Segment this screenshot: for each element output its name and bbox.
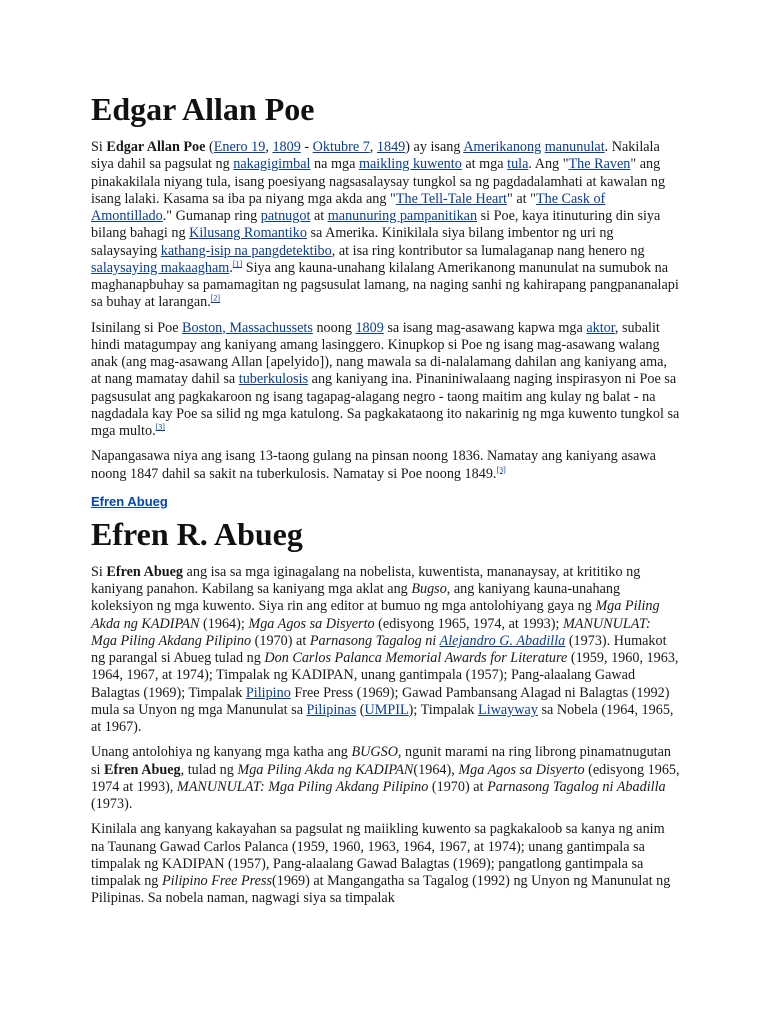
italic-title: MANUNULAT: Mga Piling Akdang Pilipino [176, 778, 429, 795]
poe-paragraph-1 [91, 139, 680, 312]
text: , [265, 139, 273, 155]
text: (1973). [91, 796, 133, 812]
link-pilipinas[interactable]: Pilipinas [306, 701, 357, 718]
footnote-ref-3[interactable] [156, 422, 165, 431]
heading-edgar-allan-poe: Edgar Allan Poe [91, 91, 315, 127]
link-kathang-isip-na-pangdetektibo[interactable]: kathang-isip na pangdetektibo [160, 242, 332, 259]
text: sa isang mag-asawang kapwa mga [383, 319, 587, 336]
heading-efren-r-abueg: Efren R. Abueg [91, 515, 303, 552]
text: . Ang " [528, 156, 569, 173]
footnote-link[interactable]: [1] [232, 259, 243, 269]
bold-name: Efren Abueg [106, 563, 183, 580]
link-1809[interactable]: 1809 [355, 319, 384, 336]
link-umpil[interactable]: UMPIL [364, 701, 409, 718]
poe-paragraph-3 [91, 448, 680, 483]
text: (1970) at [428, 778, 488, 795]
text: , ang kaniyang kauna-unahang koleksiyon ng mga kuwento. Siya rin ang editor at bumuo ng mga antolohiyang gaya ng [91, 581, 621, 615]
italic-title: Parnasong Tagalog ni [309, 632, 440, 649]
link-1809[interactable]: 1809 [272, 139, 301, 155]
footnote-link[interactable]: [2] [210, 293, 221, 303]
link-tuberkulosis[interactable]: tuberkulosis [238, 371, 309, 388]
text: (1969) at Mangangatha sa Tagalog (1992) ng Unyon ng Manunulat ng Pilipinas. Sa nobela naman, nagwagi siya sa timpalak [91, 873, 671, 907]
text: (1964), [413, 761, 459, 778]
text: na mga [310, 156, 359, 173]
italic-title: Pilipino Free Press [161, 873, 273, 889]
text: (edisyong 1965, 1974, at 1993); [374, 615, 563, 632]
text: at mga [461, 156, 508, 173]
link-enero-19[interactable]: Enero 19 [213, 139, 266, 155]
abueg-paragraph-2 [91, 744, 680, 813]
footnote-ref-1[interactable] [233, 259, 242, 268]
text: ); Timpalak [408, 701, 479, 718]
italic-title: Don Carlos Palanca Memorial Awards for Literature [264, 650, 568, 666]
poe-paragraph-2 [91, 320, 680, 441]
link-oktubre-7[interactable]: Oktubre 7 [312, 139, 370, 155]
link-1849[interactable]: 1849 [376, 139, 406, 155]
text: Kinilala ang kanyang kakayahan sa pagsulat ng maiikling kuwento sa pagkakaloob sa kanya ng anim na Taunang Gawad Carlos Palanca (1959, 1960, 1963, 1964, 1967, at 1974); unang gantimpala sa timpalak ng KADIPAN (1957), Pang-alaalang Gawad Balagtas (1969); pangatlong gantimpala sa timpalak ng [91, 821, 665, 889]
text: , subalit hindi matagumpay ang kaniyang amang lasinggero. Kinupkop si Poe ng isang mag-asawang walang anak (ang mag-asawang Allan [apelyido]), nang mawala sa di-nalalamang dahilan ang kaniyang ama, at nang mamatay dahil sa [91, 319, 667, 388]
link-salaysaying-makaagham[interactable]: salaysaying makaagham [91, 259, 230, 276]
text: sa Amerika. Kinikilala siya bilang imbentor ng uri ng salaysaying [91, 225, 614, 259]
text: at [310, 208, 328, 224]
text: (edisyong 1965, 1974 at 1993), [91, 761, 680, 795]
footnote-link[interactable]: [3] [155, 422, 165, 432]
italic-title: BUGSO, [351, 744, 402, 761]
footnote-link[interactable]: [3] [496, 464, 506, 474]
text: ang isa sa mga iginagalang na nobelista, kuwentista, mananaysay, at krititiko ng kaniyang panahon. Kabilang sa kaniyang mga aklat ang [91, 563, 641, 597]
link-amerikanong[interactable]: Amerikanong [463, 139, 542, 155]
text: Si [91, 139, 107, 155]
text: Siya ang kauna-unahang kilalang Amerikanong manunulat na sumubok na maghanapbuhay sa pamamagitan ng pagsusulat lamang, na naging sanhi ng kahirapang pangpananalapi sa buhay at larangan. [91, 259, 679, 311]
footnote-ref-3[interactable] [496, 465, 505, 474]
text: ) ay isang [405, 139, 464, 155]
text: Isinilang si Poe [91, 319, 183, 336]
text: Napangasawa niya ang isang 13-taong gulang na pinsan noong 1836. Namatay ang kaniyang asawa noong 1847 dahil sa sakit na tuberkulosis. Namatay si Poe noong 1849. [91, 448, 656, 482]
footnote-ref-2[interactable] [211, 294, 220, 303]
text: , at isa ring kontributor sa lumalaganap nang henero ng [331, 242, 645, 259]
link-alejandro-g-abadilla[interactable]: Alejandro G. Abadilla [439, 632, 566, 649]
text: ( [356, 701, 365, 718]
link-patnugot[interactable]: patnugot [260, 208, 311, 224]
text: (1964); [199, 615, 249, 632]
text: (1959, 1960, 1963, 1964, 1967, at 1974); Timpalak ng KADIPAN, unang gantimpala (1957); Pang-alaalang Gawad Balagtas (1969); Timpalak [91, 650, 679, 701]
bold-name: Edgar Allan Poe [106, 139, 206, 155]
link-the-raven[interactable]: The Raven [568, 156, 631, 173]
italic-title: Mga Agos sa Disyerto [458, 761, 585, 778]
link-kilusang-romantiko[interactable]: Kilusang Romantiko [189, 225, 307, 242]
text: " at " [507, 190, 536, 207]
text: . [229, 259, 233, 276]
link-aktor[interactable]: aktor [586, 319, 615, 336]
link-nakagigimbal[interactable]: nakagigimbal [233, 156, 311, 173]
text: Si [91, 563, 107, 580]
abueg-paragraph-1 [91, 564, 680, 737]
italic-title: Mga Agos sa Disyerto [248, 615, 375, 632]
link-the-cask-of-amontillado[interactable]: The Cask of Amontillado [91, 190, 606, 224]
italic-title: Mga Piling Akda ng KADIPAN [91, 598, 660, 632]
link-tula[interactable]: tula [507, 156, 529, 173]
section-link-efren-abueg[interactable]: Efren Abueg [91, 493, 168, 509]
text: - [300, 139, 313, 155]
italic-title: Mga Piling Akda ng KADIPAN [237, 761, 414, 778]
text: si Poe, kaya itinuturing din siya bilang bahagi ng [91, 208, 661, 242]
text: Free Press (1969); Gawad Pambansang Alagad ni Balagtas (1992) mula sa Unyon ng mga Manunulat sa [91, 684, 670, 718]
link-the-tell-tale-heart[interactable]: The Tell-Tale Heart [395, 190, 508, 207]
text: " ang pinakakilala niyang tula, isang poesiyang nagsasalaysay tungkol sa ng pagdadalamhati at kawalan ng isang lalaki. Kasama sa iba pa niyang mga akda ang " [91, 156, 666, 207]
text: , [369, 139, 377, 155]
italic-title: MANUNULAT: Mga Piling Akdang Pilipino [91, 615, 651, 649]
link-pilipino[interactable]: Pilipino [245, 684, 291, 701]
link-manunuring-pampanitikan[interactable]: manunuring pampanitikan [327, 208, 478, 224]
link-maikling-kuwento[interactable]: maikling kuwento [358, 156, 462, 173]
bold-name: Efren Abueg [104, 761, 181, 778]
italic-title: Bugso [411, 581, 447, 597]
link-manunulat[interactable]: manunulat [544, 139, 605, 155]
text: ngunit marami na ring librong pinamatnugutan si [91, 744, 671, 778]
text: (1970) at [251, 632, 310, 649]
text: sa Nobela (1964, 1965, at 1967). [91, 701, 674, 735]
text: ( [205, 139, 214, 155]
text: ang kaniyang ina. Pinaniniwalaang naging inspirasyon ni Poe sa pagsusulat ang pagkakaroon ng isang tagapag-alagang negro - taong maitim ang kulay ng balat - na nagdadala kay Poe sa silid ng mga katulong. Sa pagkakataong ito nakarinig ng mga kuwento tungkol sa mga multo. [91, 371, 680, 439]
link-boston-massachussets[interactable]: Boston, Massachussets [182, 319, 313, 336]
italic-title: Parnasong Tagalog ni Abadilla [487, 778, 666, 795]
text: Unang antolohiya ng kanyang mga katha ang [91, 744, 352, 761]
link-liwayway[interactable]: Liwayway [478, 701, 538, 718]
abueg-paragraph-3 [91, 821, 680, 907]
text: . Nakilala siya dahil sa pagsulat ng [91, 139, 660, 173]
text: (1973). Humakot ng parangal si Abueg tulad ng [91, 632, 667, 666]
text: ." Gumanap ring [162, 208, 261, 224]
text: noong [312, 319, 356, 336]
text: , tulad ng [180, 761, 238, 778]
